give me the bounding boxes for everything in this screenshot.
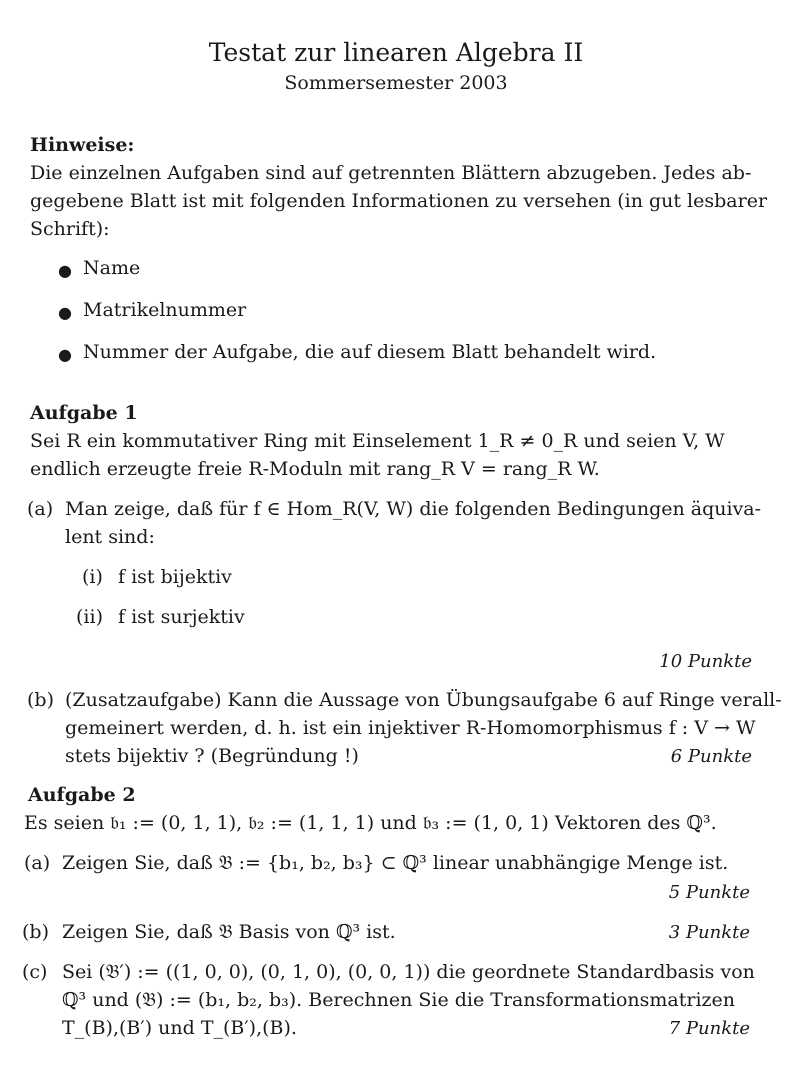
page-subtitle: Sommersemester 2003	[284, 72, 508, 94]
aufgabe2-b-points: 3 Punkte	[668, 922, 750, 943]
list-item-aufgabe: Nummer der Aufgabe, die auf diesem Blatt behandelt wird.	[83, 341, 657, 363]
aufgabe1-intro-2: endlich erzeugte freie R-Moduln mit rang_R V = rang_R W.	[30, 458, 600, 480]
aufgabe1-a-line-2: lent sind:	[65, 526, 155, 548]
aufgabe2-c-label: (c)	[22, 961, 48, 983]
aufgabe1-sub-i: f ist bijektiv	[118, 566, 232, 588]
aufgabe1-a-points: 10 Punkte	[659, 651, 752, 672]
aufgabe2-c-line-3: T_(B),(B′) und T_(B′),(B).	[62, 1017, 297, 1039]
bullet-icon: ●	[58, 303, 72, 322]
aufgabe2-a-text: Zeigen Sie, daß 𝔅 := {b₁, b₂, b₃} ⊂ ℚ³ linear unabhängige Menge ist.	[62, 852, 729, 874]
aufgabe1-b-line-1: (Zusatzaufgabe) Kann die Aussage von Übungsaufgabe 6 auf Ringe verall-	[65, 689, 782, 711]
aufgabe1-sub-ii-label: (ii)	[76, 606, 103, 628]
aufgabe1-heading: Aufgabe 1	[30, 402, 138, 424]
list-item-name: Name	[83, 257, 141, 279]
hinweise-line-3: Schrift):	[30, 218, 110, 240]
list-item-matrikel: Matrikelnummer	[83, 299, 247, 321]
aufgabe1-b-line-3: stets bijektiv ? (Begründung !)	[65, 745, 359, 767]
aufgabe1-a-line-1: Man zeige, daß für f ∈ Hom_R(V, W) die folgenden Bedingungen äquiva-	[65, 498, 762, 520]
page-title: Testat zur linearen Algebra II	[208, 38, 584, 67]
aufgabe2-c-line-1: Sei (𝔅′) := ((1, 0, 0), (0, 1, 0), (0, 0, 1)) die geordnete Standardbasis von	[62, 961, 755, 983]
aufgabe1-b-points: 6 Punkte	[670, 746, 752, 767]
aufgabe1-sub-i-label: (i)	[82, 566, 103, 588]
aufgabe1-a-label: (a)	[27, 498, 54, 520]
aufgabe1-b-label: (b)	[27, 689, 54, 711]
aufgabe2-intro: Es seien 𝔟₁ := (0, 1, 1), 𝔟₂ := (1, 1, 1) und 𝔟₃ := (1, 0, 1) Vektoren des ℚ³.	[24, 812, 717, 834]
aufgabe1-intro-1: Sei R ein kommutativer Ring mit Einselement 1_R ≠ 0_R und seien V, W	[30, 430, 725, 452]
hinweise-line-1: Die einzelnen Aufgaben sind auf getrennten Blättern abzugeben. Jedes ab-	[30, 162, 752, 184]
aufgabe2-b-label: (b)	[22, 921, 49, 943]
aufgabe1-sub-ii: f ist surjektiv	[118, 606, 245, 628]
aufgabe2-b-text: Zeigen Sie, daß 𝔅 Basis von ℚ³ ist.	[62, 921, 396, 943]
aufgabe2-a-points: 5 Punkte	[668, 882, 750, 903]
hinweise-line-2: gegebene Blatt ist mit folgenden Informationen zu versehen (in gut lesbarer	[30, 190, 768, 212]
aufgabe2-c-line-2: ℚ³ und (𝔅) := (b₁, b₂, b₃). Berechnen Sie die Transformationsmatrizen	[62, 989, 736, 1011]
bullet-icon: ●	[58, 261, 72, 280]
aufgabe2-c-points: 7 Punkte	[668, 1018, 750, 1039]
bullet-icon: ●	[58, 345, 72, 364]
aufgabe1-b-line-2: gemeinert werden, d. h. ist ein injektiver R-Homomorphismus f : V → W	[65, 717, 756, 739]
aufgabe2-heading: Aufgabe 2	[28, 784, 136, 806]
aufgabe2-a-label: (a)	[24, 852, 51, 874]
hinweise-heading: Hinweise:	[30, 134, 135, 156]
